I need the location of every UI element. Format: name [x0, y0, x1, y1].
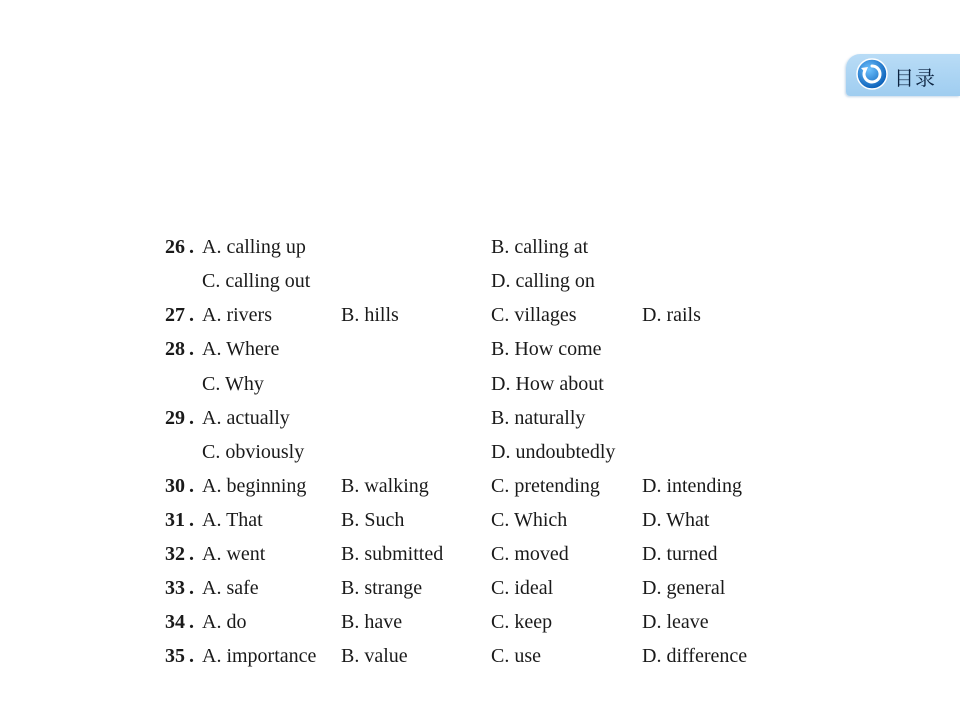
option-c: C. Which: [491, 509, 568, 531]
question-row-continued: [0, 264, 960, 298]
question-row: 29 . A. actually B. naturally: [0, 401, 960, 435]
question-row: 35 . A. importance B. value C. use D. difference: [0, 639, 960, 673]
option-a: A. calling up: [202, 236, 306, 258]
question-row: 34 . A. do B. have C. keep D. leave: [0, 605, 960, 639]
question-row: 31 . A. That B. Such C. Which D. What: [0, 503, 960, 537]
question-number: 32: [165, 543, 185, 565]
question-row: 30 . A. beginning B. walking C. pretending D. intending: [0, 469, 960, 503]
question-row: 28 . A. Where B. How come: [0, 332, 960, 366]
option-c: C. ideal: [491, 577, 554, 599]
option-c: C. calling out: [202, 270, 311, 292]
option-b: B. strange: [341, 577, 423, 599]
question-row-continued: [0, 367, 960, 401]
option-d: D. calling on: [491, 270, 595, 292]
option-b: B. How come: [491, 338, 602, 360]
option-b: B. submitted: [341, 543, 444, 565]
question-number: 31: [165, 509, 185, 531]
table-of-contents-label: 目录: [894, 66, 936, 90]
option-d: D. undoubtedly: [491, 441, 616, 463]
question-row: 32 . A. went B. submitted C. moved D. turned: [0, 537, 960, 571]
question-row: 26 . A. calling up B. calling at: [0, 230, 960, 264]
question-row: 33 . A. safe B. strange C. ideal D. general: [0, 571, 960, 605]
option-d: D. intending: [642, 475, 742, 497]
option-b: B. naturally: [491, 407, 586, 429]
option-a: A. Where: [202, 338, 280, 360]
question-row-continued: [0, 435, 960, 469]
option-d: D. general: [642, 577, 726, 599]
option-d: D. turned: [642, 543, 718, 565]
option-b: B. value: [341, 645, 408, 667]
option-b: B. hills: [341, 304, 399, 326]
option-a: A. went: [202, 543, 266, 565]
option-a: A. importance: [202, 645, 317, 667]
option-a: A. do: [202, 611, 247, 633]
option-d: D. How about: [491, 373, 604, 395]
option-c: C. Why: [202, 373, 264, 395]
question-number: 34: [165, 611, 185, 633]
option-d: D. rails: [642, 304, 701, 326]
option-a: A. actually: [202, 407, 290, 429]
option-d: D. leave: [642, 611, 709, 633]
question-number: 28: [165, 338, 185, 360]
option-d: D. difference: [642, 645, 748, 667]
option-b: B. have: [341, 611, 403, 633]
option-a: A. safe: [202, 577, 259, 599]
option-c: C. use: [491, 645, 541, 667]
option-a: A. beginning: [202, 475, 307, 497]
question-number: 27: [165, 304, 185, 326]
question-number: 26: [165, 236, 185, 258]
question-number: 30: [165, 475, 185, 497]
question-row: 27 . A. rivers B. hills C. villages D. rails: [0, 298, 960, 332]
question-number: 29: [165, 407, 185, 429]
option-a: A. rivers: [202, 304, 272, 326]
option-c: C. pretending: [491, 475, 600, 497]
option-c: C. villages: [491, 304, 577, 326]
option-d: D. What: [642, 509, 710, 531]
option-c: C. obviously: [202, 441, 305, 463]
option-c: C. keep: [491, 611, 553, 633]
option-b: B. walking: [341, 475, 429, 497]
option-c: C. moved: [491, 543, 569, 565]
question-number: 33: [165, 577, 185, 599]
question-number: 35: [165, 645, 185, 667]
option-b: B. Such: [341, 509, 405, 531]
option-a: A. That: [202, 509, 263, 531]
option-b: B. calling at: [491, 236, 589, 258]
